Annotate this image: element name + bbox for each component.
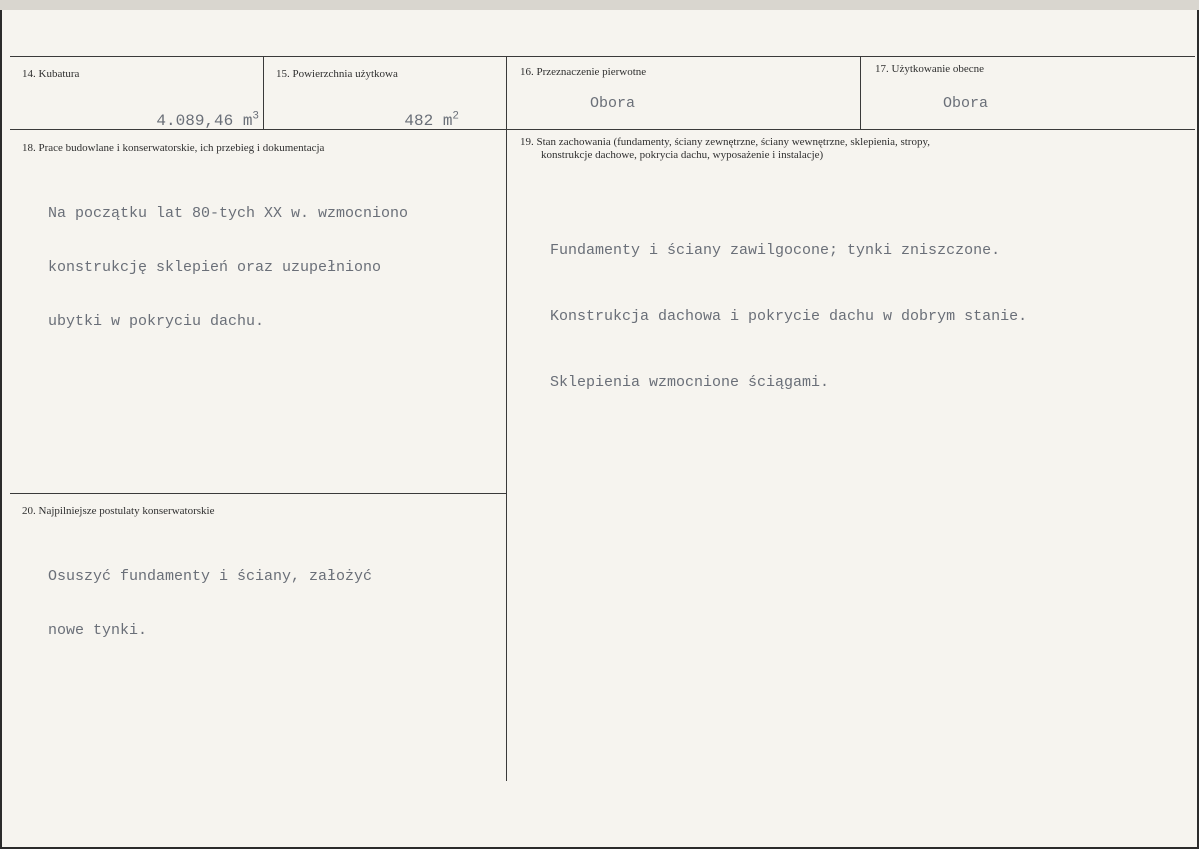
kubatura-number: 4.089,46 m (156, 112, 253, 130)
stan-line: Konstrukcja dachowa i pokrycie dachu w dobrym stanie. (550, 308, 1028, 325)
divider-15-16 (506, 57, 507, 781)
powierzchnia-label: 15. Powierzchnia użytkowa (276, 68, 398, 80)
uzytkowanie-label: 17. Użytkowanie obecne (875, 63, 985, 75)
prace-label: 18. Prace budowlane i konserwatorskie, ich przebieg i dokumentacja (22, 142, 325, 154)
prace-line: konstrukcję sklepień oraz uzupełniono (48, 259, 382, 276)
postulaty-line: nowe tynki. (48, 622, 148, 639)
stan-line: Sklepienia wzmocnione ściągami. (550, 374, 830, 391)
stan-text (550, 196, 1027, 438)
divider-18-20 (10, 493, 506, 494)
kubatura-value (118, 94, 259, 148)
postulaty-label: 20. Najpilniejsze postulaty konserwatorskie (22, 505, 215, 517)
kubatura-exponent: 3 (252, 110, 260, 123)
top-rule (10, 56, 1195, 57)
uzytkowanie-value: Obora (943, 95, 989, 112)
przeznaczenie-label: 16. Przeznaczenie pierwotne (520, 66, 647, 78)
kubatura-label: 14. Kubatura (22, 68, 80, 80)
powierzchnia-value (366, 94, 459, 148)
powierzchnia-number: 482 m (404, 112, 453, 130)
prace-line: ubytki w pokryciu dachu. (48, 313, 265, 330)
przeznaczenie-value: Obora (590, 95, 636, 112)
prace-text (48, 169, 408, 367)
card-top-edge (0, 0, 1199, 10)
postulaty-text (48, 532, 372, 676)
stan-line: Fundamenty i ściany zawilgocone; tynki zniszczone. (550, 242, 1001, 259)
stan-label-line2: konstrukcje dachowe, pokrycia dachu, wyposażenie i instalacje) (541, 149, 824, 161)
stan-label-line1: 19. Stan zachowania (fundamenty, ściany zewnętrzne, ściany wewnętrzne, sklepienia, stropy, (520, 136, 931, 148)
powierzchnia-exponent: 2 (452, 110, 460, 123)
postulaty-line: Osuszyć fundamenty i ściany, założyć (48, 568, 373, 585)
divider-14-15 (263, 57, 264, 129)
prace-line: Na początku lat 80-tych XX w. wzmocniono (48, 205, 409, 222)
divider-16-17 (860, 57, 861, 129)
